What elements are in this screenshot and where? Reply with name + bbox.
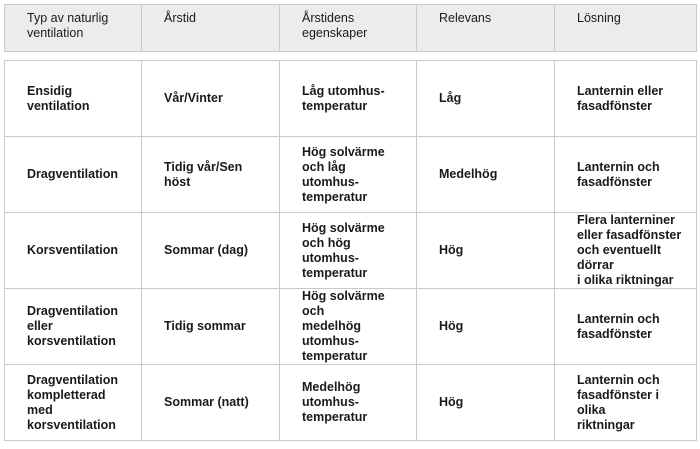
cell-solution: Lanternin och fasadfönster <box>555 137 697 213</box>
header-type: Typ av naturlig ventilation <box>5 5 142 52</box>
cell-relevance: Hög <box>417 213 555 289</box>
cell-properties: Hög solvärme och hög utomhus- temperatur <box>280 213 417 289</box>
cell-solution: Flera lanterniner eller fasadfönster och eventuellt dörrar i olika riktningar <box>555 213 697 289</box>
table-row <box>5 61 697 137</box>
cell-type: Korsventilation <box>5 213 142 289</box>
cell-season: Vår/Vinter <box>142 61 280 137</box>
header-season: Årstid <box>142 5 280 52</box>
cell-relevance: Hög <box>417 365 555 441</box>
cell-properties: Hög solvärme och medelhög utomhus- temperatur <box>280 289 417 365</box>
cell-type: Dragventilation kompletterad med korsventilation <box>5 365 142 441</box>
header-relevance: Relevans <box>417 5 555 52</box>
table-row <box>5 365 697 441</box>
cell-relevance: Låg <box>417 61 555 137</box>
cell-type: Ensidig ventilation <box>5 61 142 137</box>
cell-season: Tidig sommar <box>142 289 280 365</box>
cell-relevance: Medelhög <box>417 137 555 213</box>
ventilation-table <box>4 4 697 441</box>
cell-type: Dragventilation <box>5 137 142 213</box>
ventilation-table-container <box>4 4 696 441</box>
table-header-row <box>5 5 697 52</box>
cell-type: Dragventilation eller korsventilation <box>5 289 142 365</box>
table-row <box>5 137 697 213</box>
cell-properties: Medelhög utomhus- temperatur <box>280 365 417 441</box>
table-row <box>5 213 697 289</box>
cell-season: Sommar (natt) <box>142 365 280 441</box>
cell-relevance: Hög <box>417 289 555 365</box>
cell-season: Tidig vår/Sen höst <box>142 137 280 213</box>
cell-properties: Låg utomhus- temperatur <box>280 61 417 137</box>
cell-solution: Lanternin och fasadfönster i olika riktningar <box>555 365 697 441</box>
cell-properties: Hög solvärme och låg utomhus- temperatur <box>280 137 417 213</box>
header-solution: Lösning <box>555 5 697 52</box>
table-row <box>5 289 697 365</box>
cell-solution: Lanternin och fasadfönster <box>555 289 697 365</box>
header-properties: Årstidens egenskaper <box>280 5 417 52</box>
header-spacer <box>5 52 697 61</box>
cell-solution: Lanternin eller fasadfönster <box>555 61 697 137</box>
cell-season: Sommar (dag) <box>142 213 280 289</box>
